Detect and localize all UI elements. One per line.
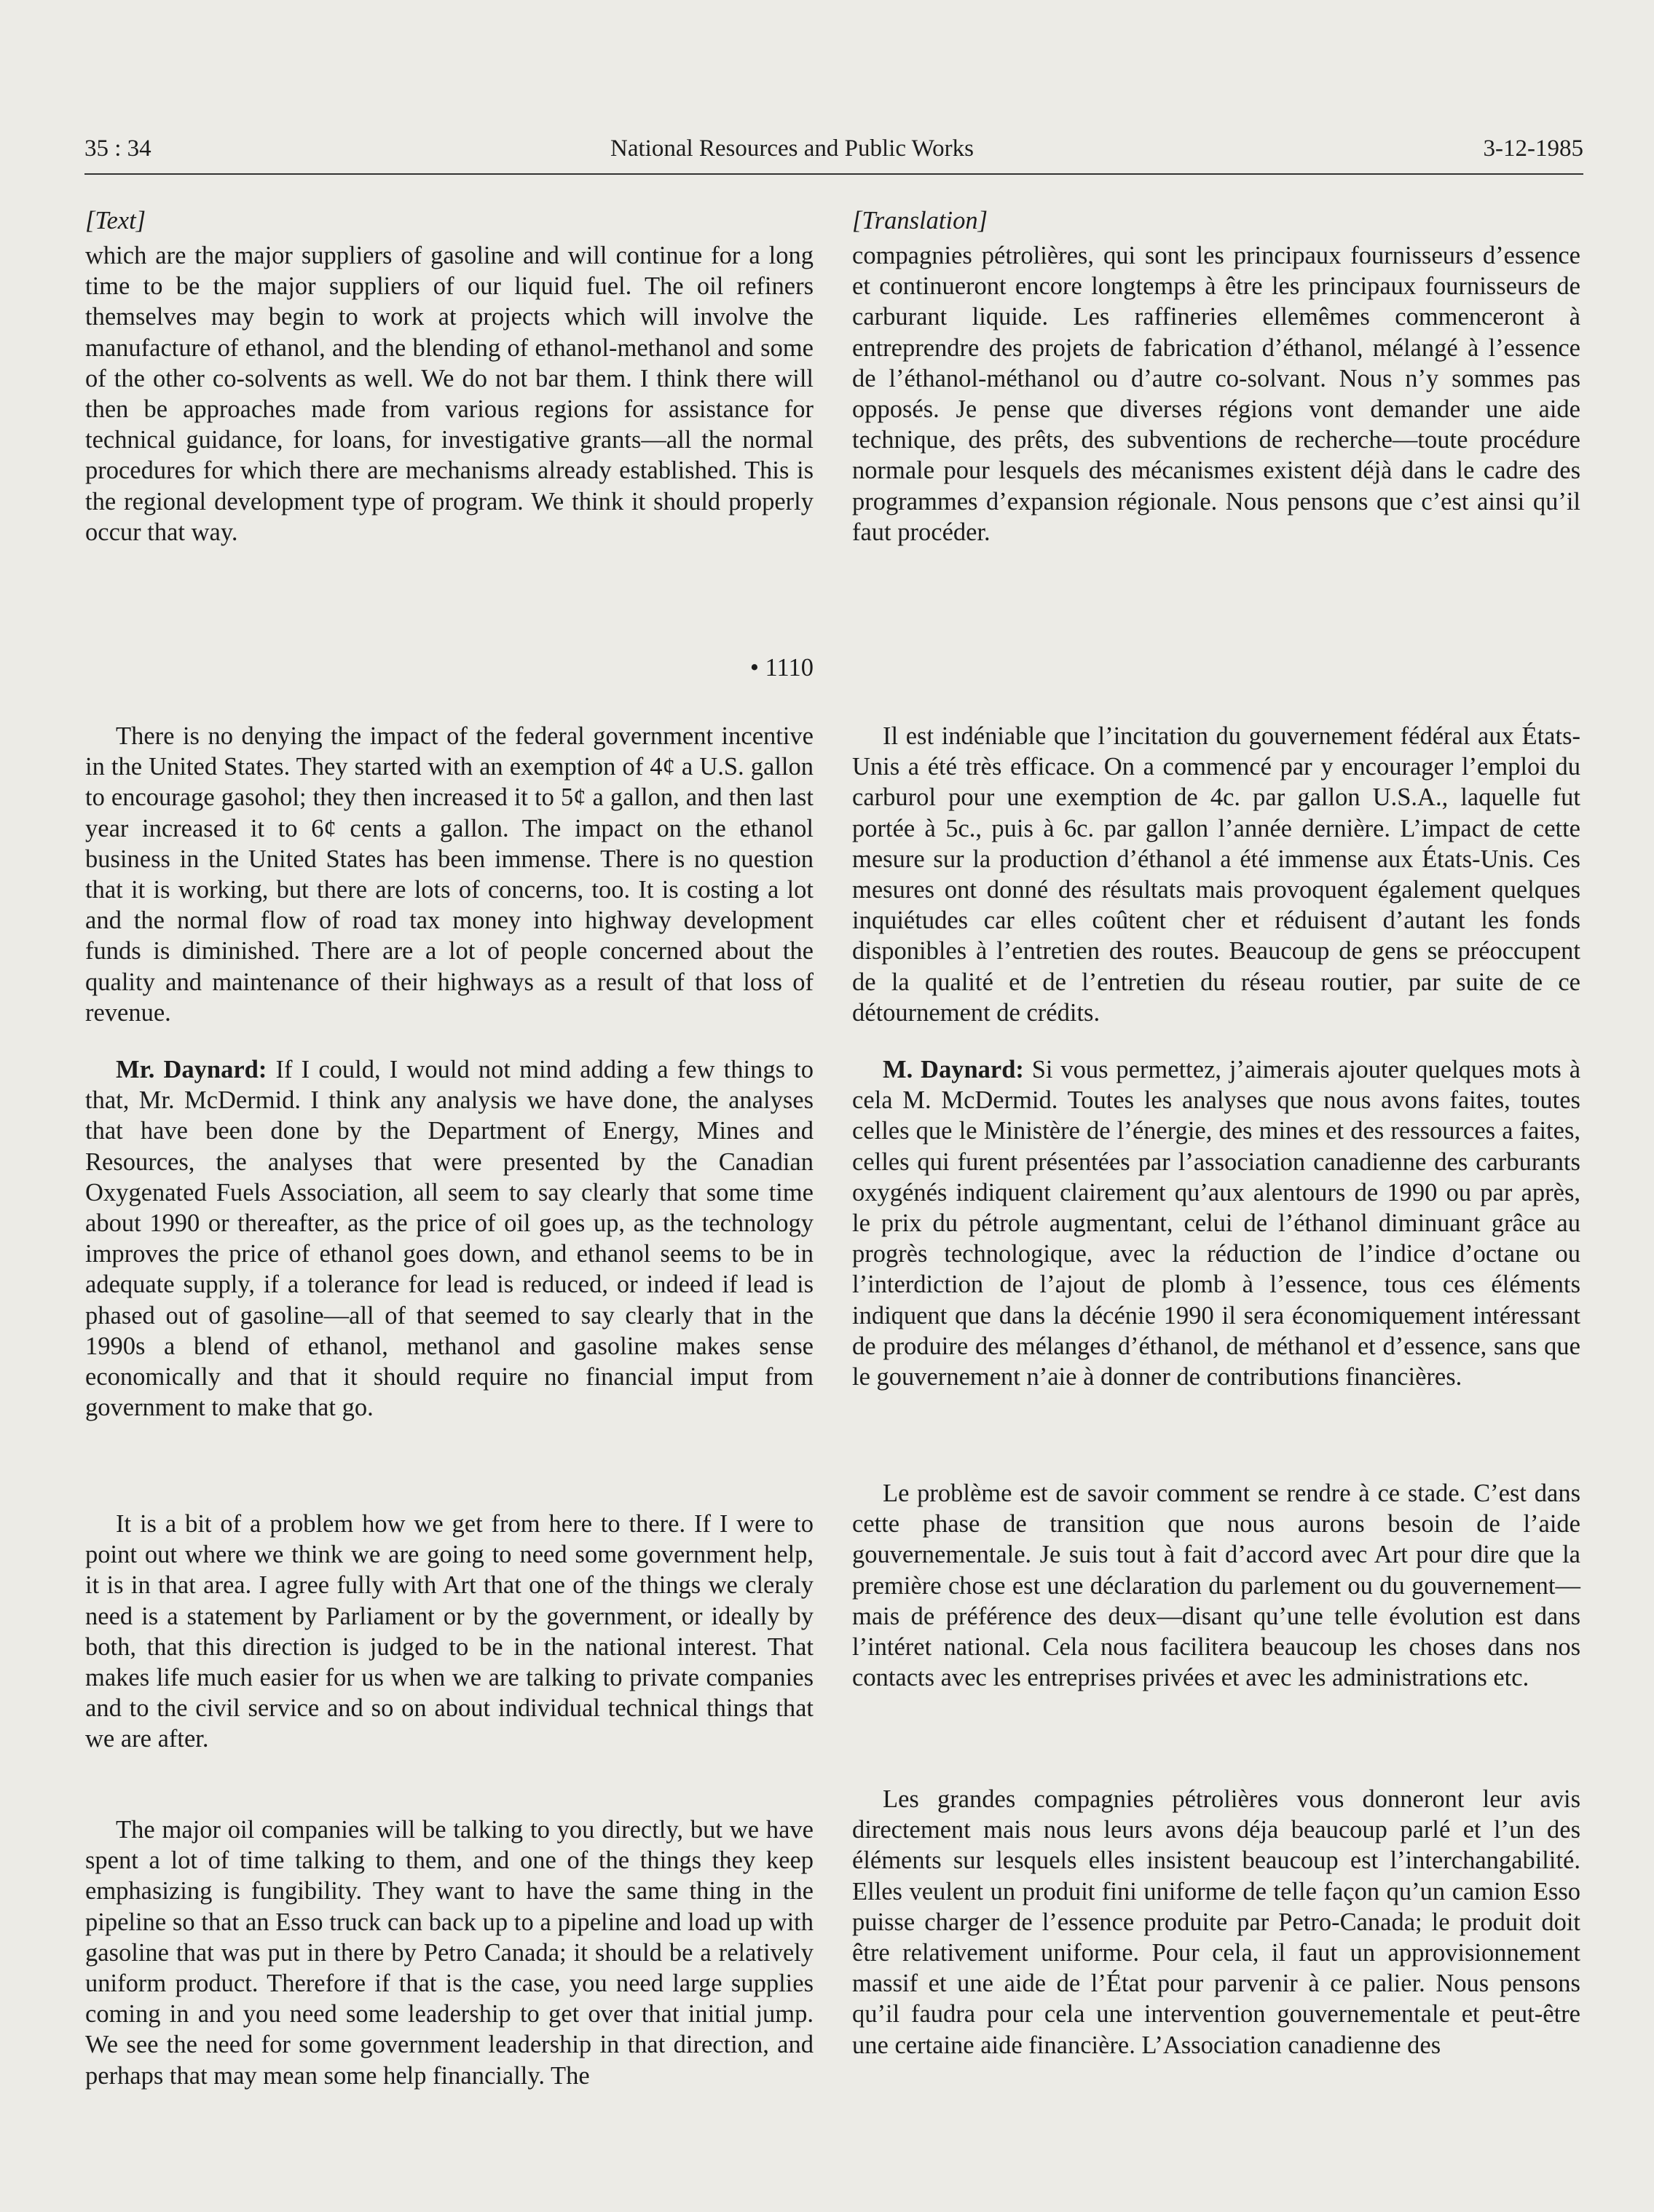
column-label: [Translation] [852,207,988,234]
page-number: 35 : 34 [84,135,151,162]
column-label: [Text] [85,207,146,234]
paragraph: which are the major suppliers of gasoline and will continue for a long time to be the major suppliers of our liquid fuel. The oil refiners themselves may begin to work at projects which will involve the manufacture of ethanol, and the blending of ethanol-methanol and some of the other co-solvents as well. We do not bar them. I think there will then be approaches made from various regions for assistance for technical guidance, for loans, for investigative grants—all the normal procedures for which there are mechanisms already established. This is the regional development type of program. We think it should properly occur that way. [85,242,814,546]
speaker-name: M. Daynard: [883,1056,1024,1083]
paragraph [852,1054,1580,1453]
paragraph: compagnies pétrolières, qui sont les principaux fournisseurs d’essence et continueront encore longtemps à être les principaux fournisseurs de carburant liquide. Les raffineries ellemêmes commenceront à entreprendre des projets de fabrication d’éthanol, mélangé à l’essence de l’éthanol-méthanol ou d’autre co-solvant. Nous n’y sommes pas opposés. Je pense que diverses régions vont demander une aide technique, des prêts, des subventions de recherche—toute procédure normale pour lesquels des mécanismes existent déjà dans le cadre des programmes d’expansion régionale. Nous pensons que c’est ainsi qu’il faut procéder. [852,242,1580,546]
french-column [852,205,1580,2061]
time-marker: • 1110 [749,654,814,682]
paragraph: It is a bit of a problem how we get from here to there. If I were to point out where we think we are going to need some government help, it is in that area. I agree fully with Art that one of the things we cleraly need is a statement by Parliament or by the government, or ideally by both, that this direction is judged to be in the national interest. That makes life much easier for us when we are talking to private companies and to the civil service and so on about individual technical things that we are after. [85,1510,814,1753]
paragraph-text: If I could, I would not mind adding a few things to that, Mr. McDermid. I think any analysis we have done, the analyses that have been done by the Department of Energy, Mines and Resources, the analyses that were presented by the Canadian Oxygenated Fuels Association, all seem to say clearly that some time about 1990 or thereafter, as the price of oil goes up, as the technology improves the price of ethanol goes down, and ethanol seems to be in adequate supply, if a tolerance for lead is reduced, or indeed if lead is phased out of gasoline—all of that seemed to say clearly that in the 1990s a blend of ethanol, methanol and gasoline makes sense economically and that it should require no financial imput from government to make that go. [85,1056,814,1422]
header-rule [84,173,1583,175]
paragraph: There is no denying the impact of the federal government incentive in the United States. They started with an exemption of 4¢ a U.S. gallon to encourage gasohol; they then increased it to 5¢ a gallon, and then last year increased it to 6¢ cents a gallon. The impact on the ethanol business in the United States has been immense. There is no question that it is working, but there are lots of concerns, too. It is costing a lot and the normal flow of road tax money into highway development funds is diminished. There are a lot of people concerned about the quality and maintenance of their highways as a result of that loss of revenue. [85,722,814,1027]
speaker-name: Mr. Daynard: [116,1056,267,1083]
header-date: 3-12-1985 [1483,135,1583,162]
paragraph: Il est indéniable que l’incitation du gouvernement fédéral aux États-Unis a été très efficace. On a commencé par y encourager l’emploi du carburol pour une exemption de 4c. par gallon U.S.A., laquelle fut portée à 5c., puis à 6c. par gallon l’année dernière. L’impact de cette mesure sur la production d’éthanol a été immense aux États-Unis. Ces mesures ont donné des résultats mais provoquent également quelques inquiétudes car elles coûtent cher et réduisent d’autant les fonds disponibles à l’entretien des routes. Beaucoup de gens se préoccupent de la qualité et de l’entretien du réseau routier, par suite de ce détournement de crédits. [852,722,1580,1027]
paragraph-text: Si vous permettez, j’aimerais ajouter quelques mots à cela M. McDermid. Toutes les analyses que nous avons faites, toutes celles que le Ministère de l’énergie, des mines et des ressources a faites, celles qui furent présentées par l’association canadienne des carburants oxygénés indiquent clairement qu’aux alentours de 1990 ou par après, le prix du pétrole augmentant, celui de l’éthanol diminuant grâce au progrès technologique, avec la réduction de l’indice d’octane ou l’interdiction de l’ajout de plomb à l’essence, tous ces éléments indiquent que dans la décénie 1990 il sera économiquement intéressant de produire des mélanges d’éthanol, de méthanol et d’essence, sans que le gouvernement n’aie à donner de contributions financières. [852,1056,1581,1391]
english-column [85,205,814,2091]
page-header [84,135,1583,173]
paragraph: The major oil companies will be talking to you directly, but we have spent a lot of time talking to them, and one of the things they keep emphasizing is fungibility. They want to have the same thing in the pipeline so that an Esso truck can back up to a pipeline and load up with gasoline that was put in there by Petro Canada; it should be a relatively uniform product. Therefore if that is the case, you need large supplies coming in and you need some leadership to get over that initial jump. We see the need for some government leadership in that direction, and perhaps that may mean some help financially. The [85,1816,814,2090]
paragraph: Les grandes compagnies pétrolières vous donneront leur avis directement mais nous leurs avons déja beaucoup parlé et l’un des éléments sur lesquels elles insistent beaucoup est l’interchangabilité. Elles veulent un produit fini uniforme de telle façon qu’un camion Esso puisse charger de l’essence produite par Petro-Canada; le produit doit être relativement uniforme. Pour cela, il faut un approvisionnement massif et une aide de l’État pour parvenir à ce palier. Nous pensons qu’il faudra pour cela une intervention gouvernementale et peut-être une certaine aide financière. L’Association canadienne des [852,1785,1580,2059]
paragraph [85,1054,814,1484]
paragraph: Le problème est de savoir comment se rendre à ce stade. C’est dans cette phase de transition que nous aurons besoin de l’aide gouvernementale. Je suis tout à fait d’accord avec Art pour dire que la première chose est une déclaration du parlement ou du gouvernement—mais de préférence des deux—disant qu’une telle évolution est dans l’intéret national. Cela nous facilitera beaucoup les choses dans nos contacts avec les entreprises privées et avec les administrations etc. [852,1480,1580,1692]
running-title: National Resources and Public Works [610,135,974,162]
